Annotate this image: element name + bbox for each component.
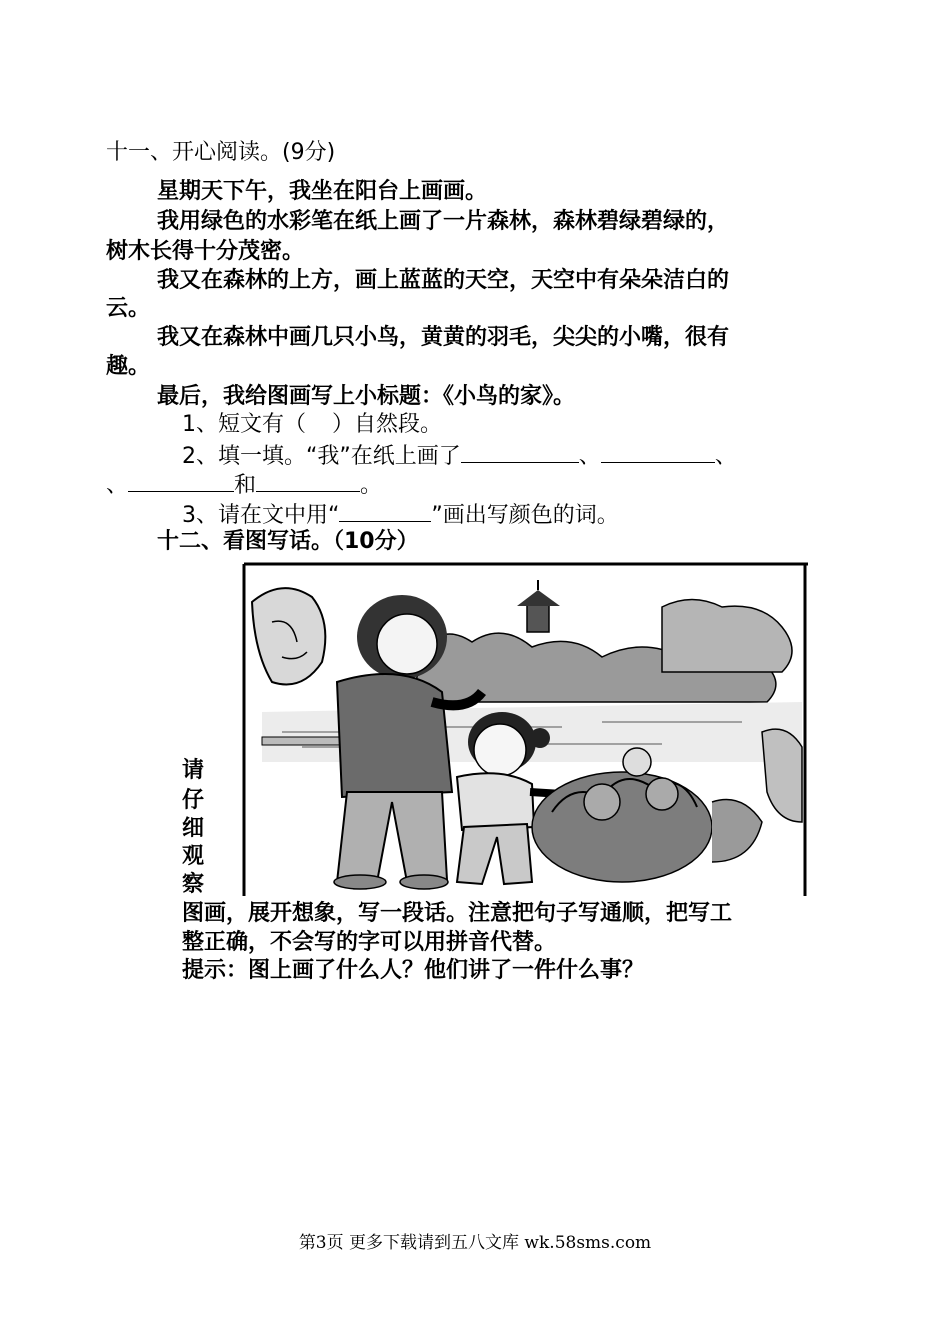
question-2-and: 和: [234, 473, 257, 498]
question-2-continued: [106, 469, 382, 501]
paragraph-line-6: 我又在森林中画几只小鸟，黄黄的羽毛，尖尖的小嘴，很有: [157, 325, 730, 350]
paragraph-line-8: 最后，我给图画写上小标题：《小鸟的家》。: [157, 384, 576, 409]
paragraph-line-7: 趣。: [106, 354, 151, 379]
question-2-separator: 、: [578, 444, 601, 469]
question-2-separator: 、: [714, 444, 737, 469]
paragraph-line-1: 星期天下午，我坐在阳台上画画。: [157, 179, 488, 204]
page-footer: 第3页 更多下载请到五八文库 wk.58sms.com: [298, 1233, 652, 1253]
paragraph-line-4: 我又在森林的上方，画上蓝蓝的天空，天空中有朵朵洁白的: [157, 268, 730, 293]
vertical-char-5: 察: [182, 872, 205, 897]
question-3-blank[interactable]: [339, 499, 431, 522]
question-3-prefix: 3、请在文中用“: [182, 503, 340, 528]
question-2-blank-1[interactable]: [461, 440, 579, 463]
writing-instruction-line-1: 图画，展开想象，写一段话。注意把句子写通顺，把写工: [182, 901, 733, 926]
question-2-end: 。: [360, 473, 383, 498]
question-1: [182, 410, 442, 440]
writing-hint: 提示：图上画了什么人？他们讲了一件什么事？: [182, 958, 645, 983]
question-1-suffix: ）自然段。: [332, 412, 443, 437]
paragraph-line-2: 我用绿色的水彩笔在纸上画了一片森林，森林碧绿碧绿的，: [157, 209, 730, 234]
paragraph-line-5: 云。: [106, 296, 151, 321]
vertical-char-4: 观: [182, 844, 205, 869]
question-2-blank-4[interactable]: [256, 469, 360, 492]
question-2-prefix: 2、填一填。“我”在纸上画了: [182, 444, 461, 469]
question-1-prefix: 1、短文有（: [182, 412, 306, 437]
section-11-heading: 十一、开心阅读。(9分): [106, 140, 336, 165]
question-2: [182, 440, 737, 472]
vertical-char-3: 细: [182, 816, 205, 841]
vertical-char-1: 请: [182, 758, 205, 783]
question-2-separator: 、: [106, 473, 129, 498]
section-12-heading: 十二、看图写话。（10分）: [157, 529, 419, 554]
mother-and-child-picture: [242, 562, 810, 896]
question-2-blank-2[interactable]: [601, 440, 715, 463]
question-3-suffix: ”画出写颜色的词。: [431, 503, 619, 528]
paragraph-line-3: 树木长得十分茂密。: [106, 239, 305, 264]
question-2-blank-3[interactable]: [128, 469, 234, 492]
writing-instruction-line-2: 整正确，不会写的字可以用拼音代替。: [182, 930, 557, 955]
vertical-char-2: 仔: [182, 788, 205, 813]
